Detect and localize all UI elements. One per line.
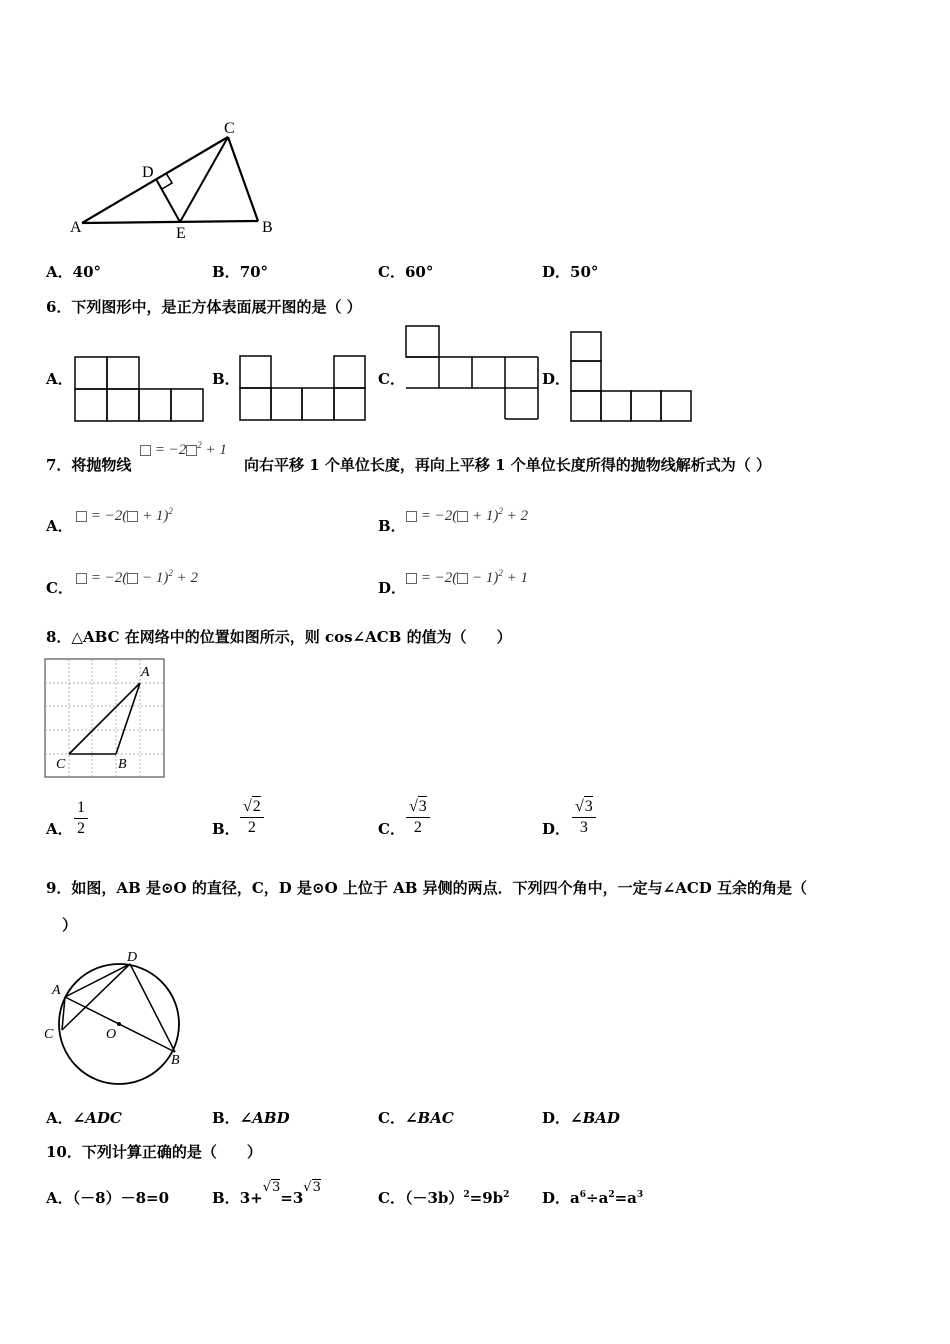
q5-label-a: A <box>70 219 82 236</box>
option-letter: A． <box>46 1189 73 1207</box>
placeholder-box-icon <box>140 445 151 456</box>
q5-option-a[interactable] <box>46 261 101 282</box>
q10-option-a[interactable] <box>46 1187 169 1208</box>
q7-option-c-expr: = $-2( - 1)^2 + 2$ <box>76 568 198 587</box>
option-text: =3 <box>280 1189 304 1207</box>
option-text: （－3b） <box>404 1189 464 1207</box>
option-text: ∠ABD <box>239 1109 290 1127</box>
q6-option-b-label[interactable]: B． <box>212 370 240 388</box>
q8-option-b-label[interactable]: B． <box>212 820 240 838</box>
sqrt-3-a: √3 <box>262 1180 281 1195</box>
q7-option-a-expr: = $-2( + 1)^2$ <box>76 506 173 525</box>
q8-label-b: B <box>118 757 127 772</box>
q8-option-b-fraction: $\frac{√2}{2}$ <box>240 796 264 838</box>
option-letter: C． <box>378 263 405 281</box>
placeholder-box-icon <box>127 511 138 522</box>
option-text: =9b <box>469 1189 504 1207</box>
q5-option-b[interactable] <box>212 261 268 282</box>
formula-exp: 2 <box>197 440 202 450</box>
q6-net-a <box>74 356 204 422</box>
q9-label-a: A <box>52 983 61 998</box>
q7-option-b-expr: = $-2( + 1)^2 + 2$ <box>406 506 528 525</box>
option-letter: D． <box>542 1189 571 1207</box>
q8-option-a-fraction: $\frac{1}{2}$ <box>74 798 88 839</box>
q6-net-b <box>239 355 367 422</box>
q6-option-c-label[interactable]: C． <box>378 370 405 388</box>
q7-option-b-label[interactable]: B． <box>378 517 406 535</box>
formula-tail: + 1 <box>205 442 227 458</box>
q5-label-c: C <box>224 120 235 137</box>
q7-formula <box>140 440 227 459</box>
option-text: 3+ <box>239 1189 263 1207</box>
q6-option-d-label[interactable]: D． <box>542 370 571 388</box>
q8-option-c-label[interactable]: C． <box>378 820 405 838</box>
q7-option-d-label[interactable]: D． <box>378 579 407 597</box>
q5-triangle-figure <box>66 116 286 242</box>
option-text: 60° <box>404 263 434 281</box>
option-letter: A． <box>46 1109 73 1127</box>
q9-stem-line1: 9．如图，AB 是⊙O 的直径，C，D 是⊙O 上位于 AB 异侧的两点．下列四个角中，一定与∠ACD 互余的角是（ <box>46 879 807 897</box>
q10-option-c[interactable]: C．$(-3b)^2=9b^2$ <box>378 1189 510 1207</box>
q9-label-o: O <box>106 1027 117 1042</box>
q8-label-a: A <box>141 665 150 680</box>
q10-stem: 10．下列计算正确的是（ ） <box>46 1143 262 1161</box>
q9-option-b[interactable] <box>212 1107 290 1128</box>
q9-label-d: D <box>127 950 138 965</box>
placeholder-box-icon <box>457 573 468 584</box>
option-letter: A． <box>46 263 73 281</box>
option-letter: B． <box>212 1189 240 1207</box>
q5-label-d: D <box>142 164 154 181</box>
q9-option-d[interactable] <box>542 1107 620 1128</box>
option-letter: D． <box>542 1109 571 1127</box>
q7-stem-end: 向右平移 1 个单位长度，再向上平移 1 个单位长度所得的抛物线解析式为（ ） <box>244 456 771 474</box>
option-text: ∠ADC <box>72 1109 122 1127</box>
q8-option-d-fraction: $\frac{√3}{3}$ <box>572 796 596 838</box>
q5-label-b: B <box>262 219 273 236</box>
option-text: ∠BAD <box>570 1109 620 1127</box>
q7-stem-start: 7．将抛物线 <box>46 456 132 474</box>
q7-option-a-label[interactable]: A． <box>46 517 73 535</box>
option-text: 40° <box>72 263 102 281</box>
placeholder-box-icon <box>406 573 417 584</box>
q6-option-a-label[interactable]: A． <box>46 370 73 388</box>
placeholder-box-icon <box>457 511 468 522</box>
q5-option-c[interactable] <box>378 261 433 282</box>
option-text: 50° <box>570 263 599 281</box>
q6-net-d <box>570 331 694 423</box>
q6-stem: 6．下列图形中，是正方体表面展开图的是（ ） <box>46 298 362 316</box>
q8-label-c: C <box>56 757 66 772</box>
sqrt-3-b: √3 <box>303 1180 321 1195</box>
q9-option-c[interactable] <box>378 1107 454 1128</box>
q8-option-a-label[interactable]: A． <box>46 820 73 838</box>
q9-option-a[interactable] <box>46 1107 122 1128</box>
placeholder-box-icon <box>127 573 138 584</box>
q9-label-c: C <box>44 1027 54 1042</box>
q8-option-c-fraction: $\frac{√3}{2}$ <box>406 796 430 838</box>
q9-label-b: B <box>171 1053 180 1068</box>
option-text: ∠BAC <box>404 1109 454 1127</box>
q8-stem: 8．△ABC 在网络中的位置如图所示，则 cos∠ACB 的值为（ ） <box>46 628 512 646</box>
option-letter: B． <box>212 263 240 281</box>
q9-stem-line2: ） <box>62 916 78 934</box>
option-letter: C． <box>378 1189 405 1207</box>
q5-label-e: E <box>176 225 186 242</box>
formula-text: = −2 <box>154 442 187 458</box>
option-text: （－8）－8=0 <box>72 1189 170 1207</box>
q9-circle-figure <box>42 946 192 1086</box>
placeholder-box-icon <box>186 445 197 456</box>
q7-option-d-expr: = $-2( - 1)^2 + 1$ <box>406 568 528 587</box>
q10-option-b[interactable] <box>212 1180 321 1208</box>
option-letter: B． <box>212 1109 240 1127</box>
option-letter: C． <box>378 1109 405 1127</box>
q7-option-c-label[interactable]: C． <box>46 579 73 597</box>
placeholder-box-icon <box>76 573 87 584</box>
q6-net-c <box>405 325 541 421</box>
q5-option-d[interactable] <box>542 261 598 282</box>
placeholder-box-icon <box>406 511 417 522</box>
option-text: 70° <box>239 263 269 281</box>
q8-option-d-label[interactable]: D． <box>542 820 571 838</box>
placeholder-box-icon <box>76 511 87 522</box>
q8-grid-figure <box>44 658 166 780</box>
q10-option-d[interactable]: D．$a^6\div a^2=a^3$ <box>542 1189 644 1207</box>
option-letter: D． <box>542 263 571 281</box>
